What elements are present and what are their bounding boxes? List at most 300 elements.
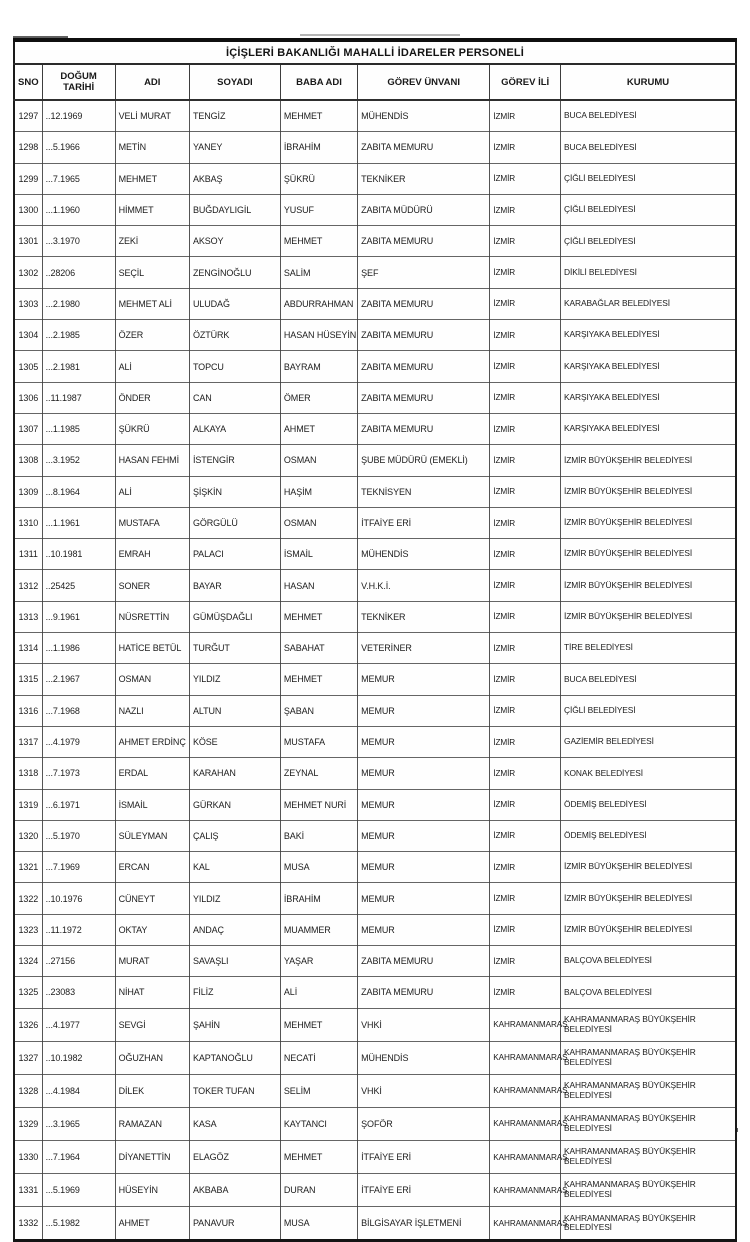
column-header-soyadi: SOYADI [189, 64, 280, 100]
cell-dogum-tarihi: ...5.1966 [42, 132, 115, 163]
cell-sno: 1297 [14, 100, 42, 132]
cell-gorev-unvani: ŞOFÖR [358, 1107, 490, 1140]
cell-soyadi: ZENGİNOĞLU [189, 257, 280, 288]
cell-soyadi: KARAHAN [189, 758, 280, 789]
cell-baba-adi: YAŞAR [280, 946, 357, 977]
table-row [14, 539, 736, 570]
cell-baba-adi: MUSTAFA [280, 726, 357, 757]
cell-kurumu: KARŞIYAKA BELEDİYESİ [561, 382, 736, 413]
cell-soyadi: KASA [189, 1107, 280, 1140]
column-header-baba-adi: BABA ADI [280, 64, 357, 100]
cell-sno: 1317 [14, 726, 42, 757]
cell-sno: 1302 [14, 257, 42, 288]
cell-kurumu: KAHRAMANMARAŞ BÜYÜKŞEHİR BELEDİYESİ [561, 1008, 736, 1041]
table-row [14, 1207, 736, 1241]
cell-sno: 1313 [14, 601, 42, 632]
cell-gorev-unvani: ZABITA MEMURU [358, 351, 490, 382]
cell-dogum-tarihi: ...7.1965 [42, 163, 115, 194]
cell-gorev-unvani: MEMUR [358, 820, 490, 851]
cell-gorev-ili: İZMİR [490, 914, 561, 945]
cell-soyadi: TENGİZ [189, 100, 280, 132]
cell-soyadi: BUĞDAYLIGİL [189, 194, 280, 225]
cell-kurumu: KARŞIYAKA BELEDİYESİ [561, 413, 736, 444]
cell-sno: 1320 [14, 820, 42, 851]
cell-baba-adi: ALİ [280, 977, 357, 1008]
cell-dogum-tarihi: ...6.1971 [42, 789, 115, 820]
document-title: İÇİŞLERİ BAKANLIĞI MAHALLİ İDARELER PERSONELİ [14, 40, 736, 64]
cell-gorev-unvani: ZABITA MEMURU [358, 382, 490, 413]
cell-kurumu: KARABAĞLAR BELEDİYESİ [561, 288, 736, 319]
cell-gorev-unvani: TEKNİKER [358, 163, 490, 194]
cell-sno: 1314 [14, 633, 42, 664]
cell-soyadi: BAYAR [189, 570, 280, 601]
table-row [14, 382, 736, 413]
cell-gorev-unvani: MEMUR [358, 883, 490, 914]
cell-adi: SEVGİ [115, 1008, 189, 1041]
cell-baba-adi: MEHMET NURİ [280, 789, 357, 820]
cell-adi: İSMAİL [115, 789, 189, 820]
cell-soyadi: SAVAŞLI [189, 946, 280, 977]
cell-dogum-tarihi: ...5.1970 [42, 820, 115, 851]
cell-kurumu: ÖDEMİŞ BELEDİYESİ [561, 820, 736, 851]
cell-baba-adi: DURAN [280, 1174, 357, 1207]
table-row [14, 852, 736, 883]
cell-gorev-ili: KAHRAMANMARAŞ [490, 1074, 561, 1107]
cell-baba-adi: MEHMET [280, 226, 357, 257]
cell-gorev-ili: KAHRAMANMARAŞ [490, 1207, 561, 1241]
cell-dogum-tarihi: ...3.1965 [42, 1107, 115, 1140]
cell-adi: MEHMET ALİ [115, 288, 189, 319]
cell-kurumu: İZMİR BÜYÜKŞEHİR BELEDİYESİ [561, 476, 736, 507]
cell-gorev-unvani: V.H.K.İ. [358, 570, 490, 601]
cell-soyadi: AKBABA [189, 1174, 280, 1207]
cell-dogum-tarihi: ...2.1985 [42, 320, 115, 351]
cell-soyadi: YILDIZ [189, 664, 280, 695]
cell-gorev-ili: İZMİR [490, 601, 561, 632]
cell-baba-adi: KAYTANCI [280, 1107, 357, 1140]
cell-gorev-unvani: VETERİNER [358, 633, 490, 664]
cell-sno: 1311 [14, 539, 42, 570]
table-row [14, 100, 736, 132]
cell-dogum-tarihi: ...3.1970 [42, 226, 115, 257]
cell-gorev-unvani: VHKİ [358, 1008, 490, 1041]
cell-gorev-unvani: MEMUR [358, 664, 490, 695]
cell-kurumu: KAHRAMANMARAŞ BÜYÜKŞEHİR BELEDİYESİ [561, 1074, 736, 1107]
cell-baba-adi: MUAMMER [280, 914, 357, 945]
cell-soyadi: ŞAHİN [189, 1008, 280, 1041]
cell-sno: 1303 [14, 288, 42, 319]
cell-baba-adi: BAYRAM [280, 351, 357, 382]
cell-soyadi: ANDAÇ [189, 914, 280, 945]
cell-kurumu: ÖDEMİŞ BELEDİYESİ [561, 789, 736, 820]
table-header [14, 40, 736, 100]
cell-gorev-ili: İZMİR [490, 820, 561, 851]
cell-gorev-unvani: BİLGİSAYAR İŞLETMENİ [358, 1207, 490, 1241]
cell-sno: 1301 [14, 226, 42, 257]
cell-sno: 1326 [14, 1008, 42, 1041]
cell-soyadi: KAL [189, 852, 280, 883]
cell-kurumu: BALÇOVA BELEDİYESİ [561, 977, 736, 1008]
cell-dogum-tarihi: ..11.1987 [42, 382, 115, 413]
cell-gorev-ili: İZMİR [490, 507, 561, 538]
cell-dogum-tarihi: ..27156 [42, 946, 115, 977]
cell-gorev-ili: KAHRAMANMARAŞ [490, 1008, 561, 1041]
cell-adi: EMRAH [115, 539, 189, 570]
cell-adi: HÜSEYİN [115, 1174, 189, 1207]
cell-kurumu: GAZİEMİR BELEDİYESİ [561, 726, 736, 757]
cell-kurumu: KAHRAMANMARAŞ BÜYÜKŞEHİR BELEDİYESİ [561, 1140, 736, 1173]
cell-adi: NİHAT [115, 977, 189, 1008]
cell-gorev-unvani: MEMUR [358, 726, 490, 757]
cell-gorev-ili: İZMİR [490, 946, 561, 977]
cell-adi: ERCAN [115, 852, 189, 883]
cell-gorev-ili: İZMİR [490, 194, 561, 225]
cell-adi: OKTAY [115, 914, 189, 945]
table-row [14, 726, 736, 757]
cell-soyadi: PANAVUR [189, 1207, 280, 1241]
cell-baba-adi: HASAN HÜSEYİN [280, 320, 357, 351]
cell-soyadi: YILDIZ [189, 883, 280, 914]
cell-soyadi: İSTENGİR [189, 445, 280, 476]
cell-kurumu: TİRE BELEDİYESİ [561, 633, 736, 664]
cell-baba-adi: ŞÜKRÜ [280, 163, 357, 194]
cell-sno: 1310 [14, 507, 42, 538]
cell-gorev-unvani: MÜHENDİS [358, 539, 490, 570]
table-row [14, 288, 736, 319]
cell-dogum-tarihi: ...1.1985 [42, 413, 115, 444]
cell-adi: NAZLI [115, 695, 189, 726]
cell-soyadi: ULUDAĞ [189, 288, 280, 319]
cell-gorev-ili: İZMİR [490, 257, 561, 288]
table-row [14, 445, 736, 476]
cell-dogum-tarihi: ...7.1969 [42, 852, 115, 883]
cell-baba-adi: HAŞİM [280, 476, 357, 507]
cell-gorev-unvani: MÜHENDİS [358, 100, 490, 132]
cell-dogum-tarihi: ...1.1986 [42, 633, 115, 664]
cell-baba-adi: İBRAHİM [280, 883, 357, 914]
table-row [14, 570, 736, 601]
column-header-gorev-unvani: GÖREV ÜNVANI [358, 64, 490, 100]
cell-kurumu: KARŞIYAKA BELEDİYESİ [561, 320, 736, 351]
cell-gorev-unvani: TEKNİKER [358, 601, 490, 632]
cell-soyadi: CAN [189, 382, 280, 413]
table-row [14, 476, 736, 507]
column-header-sno: SNO [14, 64, 42, 100]
cell-gorev-ili: İZMİR [490, 226, 561, 257]
cell-soyadi: ELAGÖZ [189, 1140, 280, 1173]
cell-kurumu: BALÇOVA BELEDİYESİ [561, 946, 736, 977]
cell-gorev-ili: İZMİR [490, 977, 561, 1008]
title-row [14, 40, 736, 64]
cell-soyadi: AKBAŞ [189, 163, 280, 194]
cell-gorev-ili: İZMİR [490, 163, 561, 194]
cell-gorev-ili: İZMİR [490, 695, 561, 726]
cell-dogum-tarihi: ...3.1952 [42, 445, 115, 476]
cell-gorev-ili: İZMİR [490, 726, 561, 757]
cell-soyadi: TOPCU [189, 351, 280, 382]
cell-adi: MUSTAFA [115, 507, 189, 538]
table-row [14, 633, 736, 664]
cell-gorev-unvani: MEMUR [358, 758, 490, 789]
cell-gorev-ili: KAHRAMANMARAŞ [490, 1107, 561, 1140]
cell-adi: AHMET [115, 1207, 189, 1241]
cell-soyadi: FİLİZ [189, 977, 280, 1008]
cell-kurumu: KAHRAMANMARAŞ BÜYÜKŞEHİR BELEDİYESİ [561, 1174, 736, 1207]
cell-dogum-tarihi: ...5.1982 [42, 1207, 115, 1241]
cell-baba-adi: MEHMET [280, 664, 357, 695]
cell-baba-adi: AHMET [280, 413, 357, 444]
cell-sno: 1299 [14, 163, 42, 194]
cell-soyadi: GÖRGÜLÜ [189, 507, 280, 538]
cell-kurumu: İZMİR BÜYÜKŞEHİR BELEDİYESİ [561, 570, 736, 601]
cell-gorev-unvani: ZABITA MEMURU [358, 977, 490, 1008]
cell-dogum-tarihi: ...4.1977 [42, 1008, 115, 1041]
cell-kurumu: İZMİR BÜYÜKŞEHİR BELEDİYESİ [561, 914, 736, 945]
cell-kurumu: ÇİĞLİ BELEDİYESİ [561, 163, 736, 194]
cell-gorev-unvani: ZABITA MEMURU [358, 413, 490, 444]
cell-gorev-ili: İZMİR [490, 852, 561, 883]
column-header-row [14, 64, 736, 100]
cell-kurumu: BUCA BELEDİYESİ [561, 100, 736, 132]
table-row [14, 1107, 736, 1140]
table-row [14, 226, 736, 257]
cell-adi: HİMMET [115, 194, 189, 225]
table-row [14, 1140, 736, 1173]
cell-gorev-ili: İZMİR [490, 132, 561, 163]
cell-kurumu: İZMİR BÜYÜKŞEHİR BELEDİYESİ [561, 852, 736, 883]
cell-gorev-ili: İZMİR [490, 351, 561, 382]
cell-gorev-unvani: ZABITA MEMURU [358, 226, 490, 257]
cell-gorev-ili: İZMİR [490, 288, 561, 319]
table-row [14, 1174, 736, 1207]
cell-soyadi: AKSOY [189, 226, 280, 257]
cell-dogum-tarihi: ...9.1961 [42, 601, 115, 632]
cell-gorev-unvani: MEMUR [358, 914, 490, 945]
cell-adi: ZEKİ [115, 226, 189, 257]
cell-soyadi: ÖZTÜRK [189, 320, 280, 351]
cell-gorev-unvani: İTFAİYE ERİ [358, 507, 490, 538]
cell-kurumu: İZMİR BÜYÜKŞEHİR BELEDİYESİ [561, 445, 736, 476]
cell-adi: ÖNDER [115, 382, 189, 413]
cell-gorev-unvani: TEKNİSYEN [358, 476, 490, 507]
cell-gorev-ili: KAHRAMANMARAŞ [490, 1041, 561, 1074]
cell-sno: 1306 [14, 382, 42, 413]
table-row [14, 257, 736, 288]
cell-kurumu: KAHRAMANMARAŞ BÜYÜKŞEHİR BELEDİYESİ [564, 1212, 696, 1233]
cell-soyadi: TOKER TUFAN [189, 1074, 280, 1107]
table-row [14, 695, 736, 726]
cell-adi: DİYANETTİN [115, 1140, 189, 1173]
table-row [14, 664, 736, 695]
cell-dogum-tarihi: ...8.1964 [42, 476, 115, 507]
cell-kurumu: ÇİĞLİ BELEDİYESİ [561, 226, 736, 257]
cell-soyadi: YANEY [189, 132, 280, 163]
cell-dogum-tarihi: ...2.1981 [42, 351, 115, 382]
cell-kurumu: KAHRAMANMARAŞ BÜYÜKŞEHİR BELEDİYESİ [561, 1107, 736, 1140]
cell-baba-adi: İSMAİL [280, 539, 357, 570]
cell-baba-adi: ŞABAN [280, 695, 357, 726]
cell-soyadi: KAPTANOĞLU [189, 1041, 280, 1074]
cell-gorev-ili: İZMİR [490, 758, 561, 789]
cell-gorev-unvani: MEMUR [358, 695, 490, 726]
cell-sno: 1307 [14, 413, 42, 444]
cell-sno: 1319 [14, 789, 42, 820]
table-row [14, 977, 736, 1008]
cell-sno: 1308 [14, 445, 42, 476]
cell-gorev-unvani: İTFAİYE ERİ [358, 1140, 490, 1173]
cell-soyadi: KÖSE [189, 726, 280, 757]
cell-gorev-ili: İZMİR [490, 320, 561, 351]
cell-dogum-tarihi: ...7.1964 [42, 1140, 115, 1173]
table-row [14, 320, 736, 351]
cell-gorev-ili: İZMİR [490, 633, 561, 664]
cell-baba-adi: MUSA [280, 852, 357, 883]
cell-baba-adi: MEHMET [280, 100, 357, 132]
cell-baba-adi: YUSUF [280, 194, 357, 225]
cell-adi: SEÇİL [115, 257, 189, 288]
cell-gorev-unvani: MEMUR [358, 789, 490, 820]
cell-gorev-ili: İZMİR [490, 100, 561, 132]
cell-gorev-ili: İZMİR [490, 789, 561, 820]
cell-sno: 1318 [14, 758, 42, 789]
cell-adi: VELİ MURAT [115, 100, 189, 132]
table-row [14, 1074, 736, 1107]
cell-sno: 1324 [14, 946, 42, 977]
table-row [14, 601, 736, 632]
table-row [14, 758, 736, 789]
cell-gorev-unvani: ŞEF [358, 257, 490, 288]
cell-sno: 1312 [14, 570, 42, 601]
cell-soyadi: GÜRKAN [189, 789, 280, 820]
cell-sno: 1323 [14, 914, 42, 945]
cell-soyadi: PALACI [189, 539, 280, 570]
cell-gorev-unvani: İTFAİYE ERİ [358, 1174, 490, 1207]
cell-dogum-tarihi: ..11.1972 [42, 914, 115, 945]
cell-dogum-tarihi: ...7.1968 [42, 695, 115, 726]
cell-sno: 1304 [14, 320, 42, 351]
cell-adi: MURAT [115, 946, 189, 977]
cell-adi: ŞÜKRÜ [115, 413, 189, 444]
table-row [14, 1041, 736, 1074]
cell-dogum-tarihi: ...4.1984 [42, 1074, 115, 1107]
cell-baba-adi: OSMAN [280, 445, 357, 476]
cell-gorev-ili: İZMİR [490, 664, 561, 695]
cell-soyadi: ALKAYA [189, 413, 280, 444]
cell-dogum-tarihi: ..28206 [42, 257, 115, 288]
table-row [14, 194, 736, 225]
cell-gorev-unvani: ZABITA MEMURU [358, 132, 490, 163]
cell-baba-adi: SABAHAT [280, 633, 357, 664]
cell-sno: 1331 [14, 1174, 42, 1207]
cell-adi: CÜNEYT [115, 883, 189, 914]
cell-baba-adi: SELİM [280, 1074, 357, 1107]
cell-kurumu: ÇİĞLİ BELEDİYESİ [561, 695, 736, 726]
cell-kurumu: KAHRAMANMARAŞ BÜYÜKŞEHİR BELEDİYESİ [561, 1041, 736, 1074]
cell-dogum-tarihi: ..25425 [42, 570, 115, 601]
cell-sno: 1327 [14, 1041, 42, 1074]
cell-adi: ALİ [115, 351, 189, 382]
cell-baba-adi: ABDURRAHMAN [280, 288, 357, 319]
cell-adi: SÜLEYMAN [115, 820, 189, 851]
column-header-dogum-tarihi: DOĞUM TARİHİ [42, 64, 115, 100]
cell-gorev-ili: İZMİR [490, 445, 561, 476]
cell-sno: 1328 [14, 1074, 42, 1107]
cell-kurumu: İZMİR BÜYÜKŞEHİR BELEDİYESİ [561, 539, 736, 570]
cell-dogum-tarihi: ...7.1973 [42, 758, 115, 789]
cell-adi: HASAN FEHMİ [115, 445, 189, 476]
cell-dogum-tarihi: ..10.1982 [42, 1041, 115, 1074]
column-header-adi: ADI [115, 64, 189, 100]
cell-adi: DİLEK [115, 1074, 189, 1107]
cell-dogum-tarihi: ...1.1960 [42, 194, 115, 225]
cell-gorev-ili: İZMİR [490, 539, 561, 570]
cell-gorev-ili: KAHRAMANMARAŞ [490, 1174, 561, 1207]
cell-gorev-unvani: MÜHENDİS [358, 1041, 490, 1074]
cell-kurumu: ÇİĞLİ BELEDİYESİ [561, 194, 736, 225]
cell-sno: 1332 [14, 1207, 42, 1241]
cell-dogum-tarihi: ..10.1981 [42, 539, 115, 570]
table-row [14, 789, 736, 820]
cell-sno: 1309 [14, 476, 42, 507]
table-row [14, 132, 736, 163]
cell-adi: MEHMET [115, 163, 189, 194]
table-row [14, 946, 736, 977]
cell-soyadi: ALTUN [189, 695, 280, 726]
cell-gorev-ili: İZMİR [490, 883, 561, 914]
cell-dogum-tarihi: ..12.1969 [42, 100, 115, 132]
table-row [14, 1008, 736, 1041]
cell-kurumu: İZMİR BÜYÜKŞEHİR BELEDİYESİ [561, 883, 736, 914]
cell-baba-adi: NECATİ [280, 1041, 357, 1074]
table-row [14, 507, 736, 538]
cell-baba-adi: OSMAN [280, 507, 357, 538]
table-row [14, 820, 736, 851]
cell-gorev-unvani: ZABITA MÜDÜRÜ [358, 194, 490, 225]
cell-adi: AHMET ERDİNÇ [115, 726, 189, 757]
cell-kurumu: DİKİLİ BELEDİYESİ [561, 257, 736, 288]
cell-baba-adi: ZEYNAL [280, 758, 357, 789]
cell-sno: 1322 [14, 883, 42, 914]
cell-adi: SONER [115, 570, 189, 601]
personnel-table [13, 38, 737, 1242]
column-header-kurumu: KURUMU [561, 64, 736, 100]
cell-kurumu: İZMİR BÜYÜKŞEHİR BELEDİYESİ [561, 507, 736, 538]
cell-sno: 1325 [14, 977, 42, 1008]
cell-adi: OSMAN [115, 664, 189, 695]
cell-sno: 1330 [14, 1140, 42, 1173]
cell-adi: ERDAL [115, 758, 189, 789]
table-row [14, 351, 736, 382]
cell-baba-adi: MUSA [280, 1207, 357, 1241]
cell-gorev-unvani: VHKİ [358, 1074, 490, 1107]
cell-sno: 1300 [14, 194, 42, 225]
cell-kurumu: BUCA BELEDİYESİ [561, 132, 736, 163]
column-header-gorev-ili: GÖREV İLİ [490, 64, 561, 100]
cell-dogum-tarihi: ...5.1969 [42, 1174, 115, 1207]
cell-adi: METİN [115, 132, 189, 163]
scan-artifact-mark [300, 34, 460, 36]
cell-adi: HATİCE BETÜL [115, 633, 189, 664]
cell-kurumu: İZMİR BÜYÜKŞEHİR BELEDİYESİ [561, 601, 736, 632]
cell-adi: NÜSRETTİN [115, 601, 189, 632]
cell-gorev-ili: KAHRAMANMARAŞ [490, 1140, 561, 1173]
cell-adi: ÖZER [115, 320, 189, 351]
cell-baba-adi: BAKİ [280, 820, 357, 851]
cell-baba-adi: MEHMET [280, 1008, 357, 1041]
cell-soyadi: GÜMÜŞDAĞLI [189, 601, 280, 632]
cell-kurumu: KARŞIYAKA BELEDİYESİ [561, 351, 736, 382]
cell-gorev-unvani: ŞUBE MÜDÜRÜ (EMEKLİ) [358, 445, 490, 476]
